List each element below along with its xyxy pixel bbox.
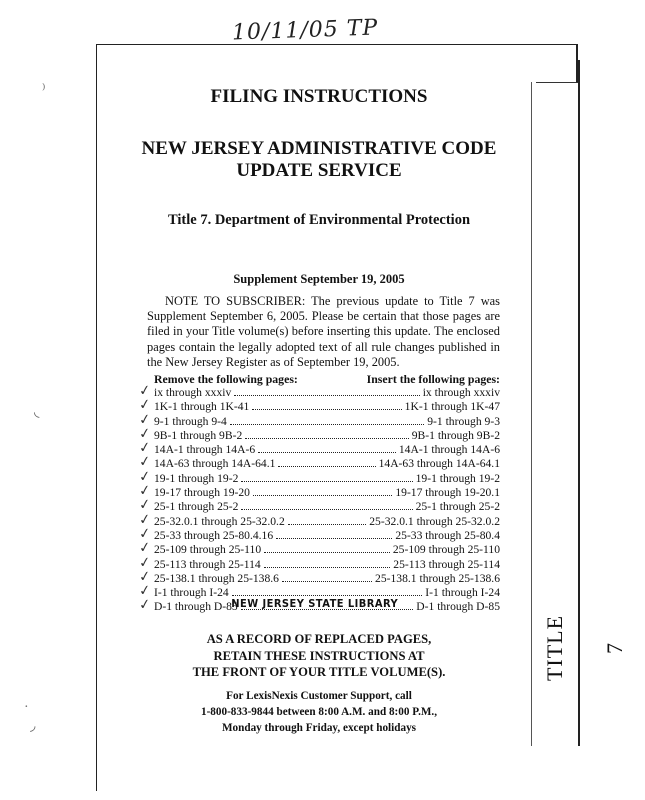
list-header [154, 372, 500, 387]
list-item: ✓ 1K-1 through 1K-41 1K-1 through 1K-47 [137, 396, 500, 415]
check-mark-icon: ✓ [137, 425, 152, 443]
check-mark-icon: ✓ [137, 525, 152, 543]
scan-mark-icon: ◟ [34, 405, 40, 420]
check-mark-icon: ✓ [137, 396, 152, 415]
check-mark-icon: ✓ [137, 482, 152, 500]
support-hours: Monday through Friday, except holidays [221, 722, 417, 734]
check-mark-icon: ✓ [137, 539, 152, 558]
list-item: ✓ 25-109 through 25-110 25-109 through 25-110 [137, 539, 500, 558]
check-mark-icon: ✓ [137, 468, 152, 486]
list-item: ✓ 19-17 through 19-20 19-17 through 19-20.1 [137, 482, 500, 500]
handwritten-date-note: 10/11/05 TP [231, 15, 379, 46]
check-mark-icon: ✓ [137, 496, 152, 515]
remove-header: Remove the following pages: [154, 372, 298, 386]
check-mark-icon: ✓ [137, 453, 152, 472]
list-item: ✓ 19-1 through 19-2 19-1 through 19-2 [137, 468, 500, 486]
list-item: ✓ 25-33 through 25-80.4.16 25-33 through 25-80.4 [137, 525, 500, 543]
list-item: ✓ I-1 through I-24 I-1 through I-24 [137, 582, 500, 600]
check-mark-icon: ✓ [137, 410, 152, 429]
scan-mark-icon: ◞ [30, 719, 36, 734]
check-mark-icon: ✓ [137, 510, 152, 529]
support-line: For LexisNexis Customer Support, call [226, 690, 412, 702]
list-item: ✓ 25-32.0.1 through 25-32.0.2 25-32.0.1 through 25-32.0.2 [137, 510, 500, 529]
subscriber-note: NOTE TO SUBSCRIBER: The previous update to Title 7 was Supplement September 6, 2005. Please be certain that those pages are filed in your Title volume(s) before inserting this update. The enclosed pages contain the legally adopted text of all rule changes published in the New Jersey Register as of September 19, 2005. [147, 294, 500, 369]
list-item: ✓ 25-1 through 25-2 25-1 through 25-2 [137, 496, 500, 515]
record-notice-line: THE FRONT OF YOUR TITLE VOLUME(S). [192, 665, 446, 679]
list-item: ✓ 9B-1 through 9B-2 9B-1 through 9B-2 [137, 425, 500, 443]
check-mark-icon: ✓ [137, 596, 152, 615]
list-item: ✓ 9-1 through 9-4 9-1 through 9-3 [137, 410, 500, 429]
title-tab-label: TITLE 7 [542, 614, 627, 682]
record-notice-line: AS A RECORD OF REPLACED PAGES, [206, 632, 432, 646]
list-item: ✓ D-1 through D-85 D-1 through D-85 [137, 596, 500, 615]
code-title: NEW JERSEY ADMINISTRATIVE CODE [141, 138, 497, 159]
list-item: ✓ 14A-63 through 14A-64.1 14A-63 through 14A-64.1 [137, 453, 500, 472]
list-item: ✓ 25-138.1 through 25-138.6 25-138.1 through 25-138.6 [137, 568, 500, 586]
scan-mark-icon: ⁾ [42, 83, 46, 98]
check-mark-icon: ✓ [137, 439, 152, 457]
check-mark-icon: ✓ [137, 553, 152, 572]
list-item: ✓ 14A-1 through 14A-6 14A-1 through 14A-6 [137, 439, 500, 457]
check-mark-icon: ✓ [137, 382, 152, 400]
library-stamp: NEW JERSEY STATE LIBRARY [231, 597, 399, 610]
check-mark-icon: ✓ [137, 582, 152, 600]
record-notice-line: RETAIN THESE INSTRUCTIONS AT [213, 649, 425, 663]
support-phone: 1-800-833-9844 between 8:00 A.M. and 8:00 P.M., [200, 706, 438, 718]
title-heading: Title 7. Department of Environmental Protection [167, 212, 471, 228]
supplement-date: Supplement September 19, 2005 [233, 272, 405, 286]
list-item: ✓ ix through xxxiv ix through xxxiv [137, 382, 500, 400]
insert-header: Insert the following pages: [366, 372, 500, 386]
check-mark-icon: ✓ [137, 568, 152, 586]
scan-mark-icon: · [24, 700, 29, 715]
code-subtitle: UPDATE SERVICE [236, 160, 402, 181]
page-list [137, 382, 500, 615]
tab-border [536, 82, 578, 83]
page-title: FILING INSTRUCTIONS [210, 86, 428, 107]
list-item: ✓ 25-113 through 25-114 25-113 through 25-114 [137, 553, 500, 572]
